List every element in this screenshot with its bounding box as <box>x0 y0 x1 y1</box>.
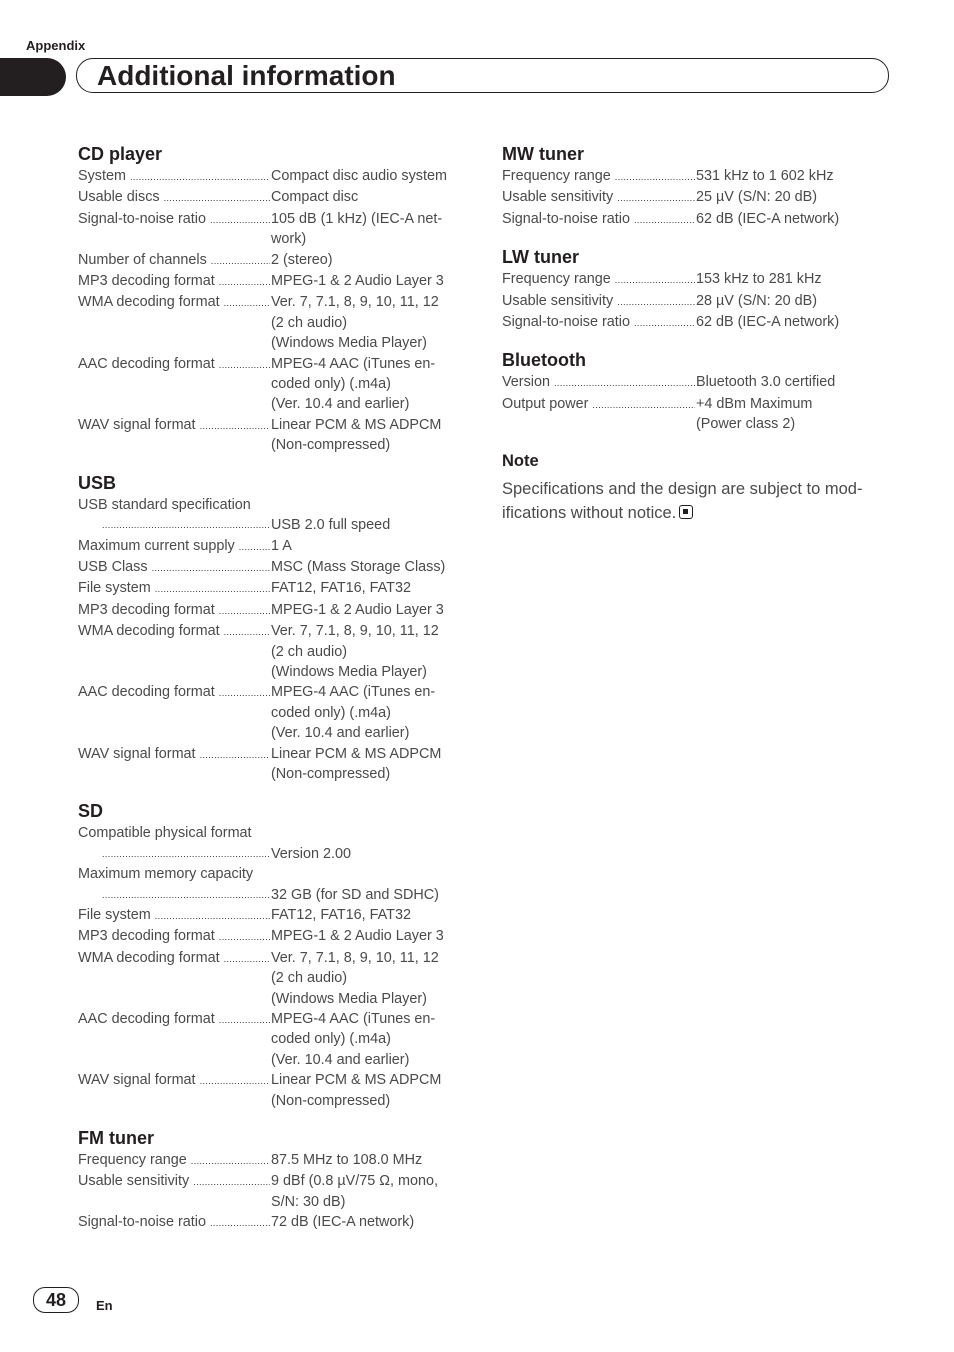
dot-leader <box>200 745 270 765</box>
spec-section <box>78 472 462 785</box>
spec-row <box>78 1150 462 1171</box>
section-heading: LW tuner <box>502 247 579 268</box>
spec-values <box>270 209 462 250</box>
spec-label-cell <box>78 557 270 578</box>
spec-row <box>78 292 462 353</box>
spec-label: Usable sensitivity <box>502 292 614 309</box>
note-line-text: ifications without notice. <box>502 503 677 522</box>
dot-leader <box>219 683 270 703</box>
spec-label: AAC decoding format <box>78 1011 215 1028</box>
spec-label: Number of channels <box>78 251 207 268</box>
dot-leader <box>615 270 695 290</box>
right-sections <box>502 143 892 435</box>
spec-row <box>502 187 892 208</box>
spec-section <box>502 246 892 333</box>
dot-leader <box>152 558 270 578</box>
spec-values <box>695 166 892 187</box>
spec-values <box>270 557 462 578</box>
spec-values <box>695 291 892 312</box>
spec-label-cell <box>78 844 270 864</box>
section-heading: SD <box>78 801 104 822</box>
spec-values <box>270 354 462 415</box>
spec-values <box>270 926 462 947</box>
spec-label-cell <box>78 1070 270 1111</box>
spec-label: Usable sensitivity <box>78 1173 190 1190</box>
spec-value: Bluetooth 3.0 certified <box>696 374 836 391</box>
spec-label-cell <box>78 271 270 292</box>
spec-value: FAT12, FAT16, FAT32 <box>271 580 411 597</box>
spec-label: WAV signal format <box>78 416 196 433</box>
spec-label: Signal-to-noise ratio <box>78 210 206 227</box>
spec-values <box>270 905 462 926</box>
spec-values <box>695 394 892 435</box>
spec-label-cell <box>78 621 270 682</box>
spec-row <box>502 291 892 312</box>
spec-value: (Non-compressed) <box>271 437 391 454</box>
spec-label: MP3 decoding format <box>78 273 215 290</box>
dot-leader <box>617 188 695 208</box>
dot-leader <box>219 927 270 947</box>
spec-label: Usable discs <box>78 189 160 206</box>
spec-value: (Ver. 10.4 and earlier) <box>271 1051 410 1068</box>
spec-value: 105 dB (1 kHz) (IEC-A net- <box>271 210 443 227</box>
spec-value: 32 GB (for SD and SDHC) <box>271 886 439 903</box>
spec-label-cell <box>78 1212 270 1233</box>
spec-values <box>270 744 462 785</box>
spec-value: (Non-compressed) <box>271 765 391 782</box>
spec-value: 62 dB (IEC-A network) <box>696 314 840 331</box>
spec-value: (2 ch audio) <box>271 970 347 987</box>
spec-value: Ver. 7, 7.1, 8, 9, 10, 11, 12 <box>271 949 439 966</box>
section-heading: FM tuner <box>78 1128 154 1149</box>
dot-leader <box>592 395 695 415</box>
spec-label: File system <box>78 580 151 597</box>
spec-label-cell <box>78 744 270 785</box>
spec-row <box>78 250 462 271</box>
spec-value: (Windows Media Player) <box>271 335 427 352</box>
spec-label: Signal-to-noise ratio <box>78 1214 206 1231</box>
spec-row <box>78 682 462 743</box>
title-box <box>76 58 889 93</box>
spec-value: Compact disc audio system <box>271 168 447 184</box>
spec-label: USB standard specification <box>78 496 251 513</box>
spec-section <box>502 349 892 434</box>
spec-value: MPEG-4 AAC (iTunes en- <box>271 684 436 701</box>
spec-label-cell <box>502 372 695 393</box>
spec-row <box>78 271 462 292</box>
spec-value: MPEG-4 AAC (iTunes en- <box>271 1011 436 1028</box>
spec-value: MPEG-1 & 2 Audio Layer 3 <box>271 273 444 290</box>
section-heading: Bluetooth <box>502 350 586 371</box>
spec-values <box>270 948 462 1009</box>
spec-row <box>78 885 462 905</box>
spec-value: (Ver. 10.4 and earlier) <box>271 396 410 413</box>
spec-label-cell <box>78 578 270 599</box>
spec-row <box>78 166 462 187</box>
spec-label: Maximum current supply <box>78 537 235 554</box>
dot-leader <box>219 1010 270 1030</box>
spec-value: 153 kHz to 281 kHz <box>696 271 822 288</box>
language-label: En <box>96 1298 113 1313</box>
spec-label: Version <box>502 374 550 391</box>
dot-leader <box>102 844 270 864</box>
dot-leader <box>155 906 270 926</box>
spec-label-cell <box>78 600 270 621</box>
spec-values <box>270 166 462 187</box>
section-heading: MW tuner <box>502 144 584 164</box>
spec-value: +4 dBm Maximum <box>696 395 813 412</box>
spec-label-cell <box>78 209 270 250</box>
spec-value: coded only) (.m4a) <box>271 704 391 721</box>
spec-label-cell <box>78 292 270 353</box>
spec-label: MP3 decoding format <box>78 601 215 618</box>
dot-leader <box>164 188 270 208</box>
spec-values <box>270 271 462 292</box>
spec-row <box>78 621 462 682</box>
dot-leader <box>224 293 270 313</box>
spec-row <box>78 1212 462 1233</box>
spec-value: USB 2.0 full speed <box>271 517 391 534</box>
spec-value: Linear PCM & MS ADPCM <box>271 416 442 433</box>
spec-label: AAC decoding format <box>78 684 215 701</box>
dot-leader <box>200 416 270 436</box>
spec-row <box>502 394 892 435</box>
spec-label-cell <box>78 1171 270 1212</box>
spec-value: work) <box>271 231 307 248</box>
spec-label-cell <box>78 166 270 187</box>
spec-value: (2 ch audio) <box>271 643 347 660</box>
spec-label-cell <box>78 1150 270 1171</box>
note-line: Specifications and the design are subject to mod- <box>502 479 863 498</box>
spec-label-cell <box>78 682 270 743</box>
spec-row <box>78 1070 462 1111</box>
spec-value: (Windows Media Player) <box>271 990 427 1007</box>
spec-label: WMA decoding format <box>78 294 220 311</box>
spec-values <box>270 682 462 743</box>
left-column <box>78 143 462 1250</box>
spec-values <box>270 1070 462 1111</box>
spec-values <box>270 1150 462 1171</box>
spec-label-cell <box>78 187 270 208</box>
spec-value: (Windows Media Player) <box>271 663 427 680</box>
spec-value: 25 µV (S/N: 20 dB) <box>696 189 818 206</box>
spec-value: (2 ch audio) <box>271 314 347 331</box>
dot-leader <box>102 885 270 905</box>
dot-leader <box>615 167 695 187</box>
spec-values <box>270 536 462 557</box>
spec-label-cell <box>78 885 270 905</box>
dot-leader <box>193 1172 270 1192</box>
spec-label: File system <box>78 907 151 923</box>
spec-values <box>270 250 462 271</box>
spec-value: Ver. 7, 7.1, 8, 9, 10, 11, 12 <box>271 623 439 640</box>
spec-label: AAC decoding format <box>78 355 215 372</box>
spec-values <box>695 312 892 333</box>
note-heading: Note <box>502 451 539 470</box>
spec-value: MPEG-1 & 2 Audio Layer 3 <box>271 601 444 618</box>
spec-values <box>270 1212 462 1233</box>
spec-row <box>78 536 462 557</box>
dot-leader <box>224 622 270 642</box>
spec-value: (Non-compressed) <box>271 1092 391 1109</box>
dot-leader <box>219 272 270 292</box>
spec-values <box>270 1009 462 1070</box>
spec-values <box>270 600 462 621</box>
dot-leader <box>554 373 695 393</box>
spec-row <box>78 187 462 208</box>
dot-leader <box>224 949 270 969</box>
spec-row <box>502 269 892 290</box>
spec-row <box>78 1009 462 1070</box>
spec-value: FAT12, FAT16, FAT32 <box>271 907 411 923</box>
spec-values <box>270 844 462 864</box>
section-heading: USB <box>78 472 117 493</box>
spec-row <box>502 166 892 187</box>
spec-label: USB Class <box>78 558 148 575</box>
dot-leader <box>102 515 270 535</box>
spec-value: 62 dB (IEC-A network) <box>696 210 840 227</box>
spec-section <box>78 1127 462 1234</box>
dot-leader <box>211 251 270 271</box>
page-number: 48 <box>33 1287 79 1313</box>
spec-section <box>78 143 462 456</box>
dot-leader <box>634 210 695 230</box>
spec-values <box>270 292 462 353</box>
dot-leader <box>219 601 270 621</box>
spec-values <box>270 515 462 535</box>
spec-value: Linear PCM & MS ADPCM <box>271 1072 442 1089</box>
spec-row <box>502 312 892 333</box>
spec-label: MP3 decoding format <box>78 928 215 945</box>
spec-values <box>270 415 462 456</box>
dot-leader <box>210 210 270 230</box>
note-line <box>502 501 892 525</box>
spec-row <box>78 578 462 599</box>
spec-row <box>78 354 462 415</box>
section-label: Appendix <box>26 38 86 53</box>
spec-value: Ver. 7, 7.1, 8, 9, 10, 11, 12 <box>271 294 439 311</box>
note-text <box>502 477 892 525</box>
spec-value: 87.5 MHz to 108.0 MHz <box>271 1152 423 1169</box>
spec-label-cell <box>78 536 270 557</box>
spec-label-cell <box>78 926 270 947</box>
spec-values <box>695 187 892 208</box>
spec-label: Frequency range <box>78 1152 187 1169</box>
spec-label: Compatible physical format <box>78 825 252 842</box>
spec-label-cell <box>502 312 695 333</box>
spec-values <box>270 1171 462 1212</box>
spec-row <box>502 209 892 230</box>
dot-leader <box>634 313 695 333</box>
spec-section <box>78 800 462 1111</box>
spec-row <box>78 948 462 1009</box>
spec-value: MPEG-4 AAC (iTunes en- <box>271 355 436 372</box>
spec-value: 2 (stereo) <box>271 251 333 268</box>
spec-label-cell <box>78 905 270 926</box>
title-tab-marker <box>0 58 66 96</box>
spec-label-cell <box>502 166 695 187</box>
spec-label-cell <box>502 394 695 435</box>
spec-row <box>78 415 462 456</box>
spec-row <box>78 209 462 250</box>
spec-row <box>78 844 462 864</box>
spec-value: coded only) (.m4a) <box>271 376 391 393</box>
dot-leader <box>239 537 270 557</box>
spec-label-cell <box>78 1009 270 1070</box>
spec-label: Output power <box>502 395 589 412</box>
right-column <box>502 143 892 525</box>
dot-leader <box>219 355 270 375</box>
page-title: Additional information <box>97 60 396 91</box>
spec-row <box>78 905 462 926</box>
section-heading: CD player <box>78 144 163 164</box>
spec-label: Maximum memory capacity <box>78 866 254 883</box>
spec-label-cell <box>78 515 270 535</box>
dot-leader <box>210 1213 270 1233</box>
spec-value: Version 2.00 <box>271 845 352 862</box>
dot-leader <box>191 1151 270 1171</box>
spec-values <box>270 187 462 208</box>
spec-label: Frequency range <box>502 168 611 184</box>
spec-values <box>695 209 892 230</box>
spec-row <box>78 600 462 621</box>
spec-label-cell <box>78 948 270 1009</box>
spec-value: MPEG-1 & 2 Audio Layer 3 <box>271 928 444 945</box>
spec-values <box>695 269 892 290</box>
spec-label-cell <box>78 250 270 271</box>
spec-label: Frequency range <box>502 271 611 288</box>
spec-row <box>78 744 462 785</box>
spec-value: 72 dB (IEC-A network) <box>271 1214 415 1231</box>
spec-value: Compact disc <box>271 189 359 206</box>
spec-label: Signal-to-noise ratio <box>502 210 630 227</box>
spec-label: Signal-to-noise ratio <box>502 314 630 331</box>
spec-label-cell <box>502 291 695 312</box>
dot-leader <box>200 1071 270 1091</box>
dot-leader <box>617 292 695 312</box>
spec-values <box>270 621 462 682</box>
note-block <box>502 451 892 525</box>
spec-label-cell <box>78 354 270 415</box>
spec-label: WAV signal format <box>78 1072 196 1089</box>
spec-values <box>270 885 462 905</box>
spec-value: coded only) (.m4a) <box>271 1031 391 1048</box>
spec-label: WMA decoding format <box>78 623 220 640</box>
dot-leader <box>130 167 270 187</box>
spec-section <box>502 143 892 230</box>
spec-label: Usable sensitivity <box>502 189 614 206</box>
spec-row <box>78 1171 462 1212</box>
spec-value: 531 kHz to 1 602 kHz <box>696 168 834 184</box>
spec-label: WAV signal format <box>78 745 196 762</box>
spec-value: (Power class 2) <box>696 416 796 433</box>
spec-value: 9 dBf (0.8 µV/75 Ω, mono, <box>271 1173 439 1190</box>
spec-row <box>78 557 462 578</box>
spec-value: MSC (Mass Storage Class) <box>271 558 446 575</box>
spec-value: 28 µV (S/N: 20 dB) <box>696 292 818 309</box>
spec-label-cell <box>502 187 695 208</box>
spec-values <box>695 372 892 393</box>
spec-label: WMA decoding format <box>78 949 220 966</box>
spec-value: (Ver. 10.4 and earlier) <box>271 725 410 742</box>
spec-row <box>502 372 892 393</box>
stop-icon <box>679 505 693 519</box>
spec-label-cell <box>78 415 270 456</box>
spec-value: Linear PCM & MS ADPCM <box>271 745 442 762</box>
spec-label-cell <box>502 209 695 230</box>
spec-row <box>78 515 462 535</box>
spec-values <box>270 578 462 599</box>
spec-label-cell <box>502 269 695 290</box>
spec-value: S/N: 30 dB) <box>271 1193 346 1210</box>
spec-value: 1 A <box>271 537 292 554</box>
dot-leader <box>155 579 270 599</box>
spec-label: System <box>78 168 126 184</box>
spec-row <box>78 926 462 947</box>
